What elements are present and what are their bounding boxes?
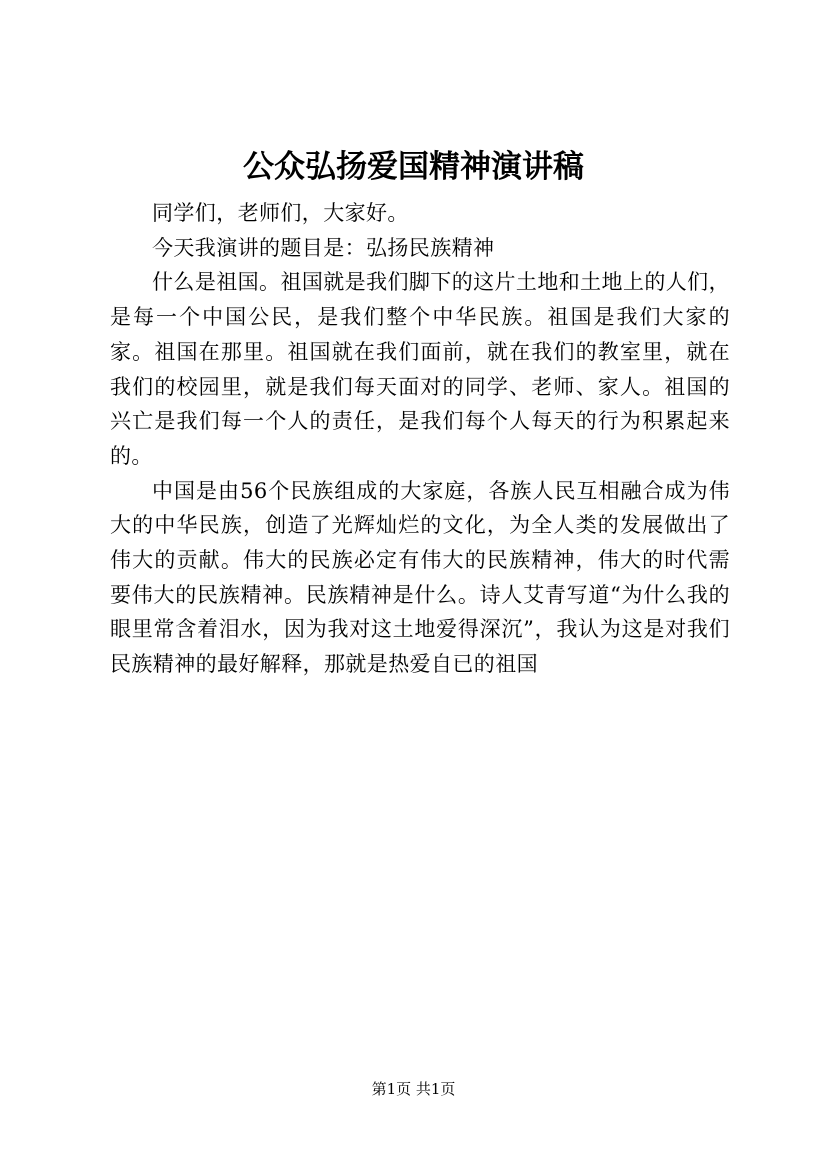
page-footer: 第1页 共1页 <box>371 1080 456 1098</box>
paragraph-topic: 今天我演讲的题目是：弘扬民族精神 <box>152 235 495 260</box>
document-title: 公众弘扬爱国精神演讲稿 <box>243 149 584 185</box>
paragraph-what-is-motherland: 什么是祖国。祖国就是我们脚下的这片土地和土地上的人们，是每一个中国公民，是我们整个中华民族。祖国是我们大家的家。祖国在那里。祖国就在我们面前，就在我们的教室里，就在我们的校园里，就是我们每天面对的同学、老师、家人。祖国的兴亡是我们每一个人的责任，是我们每个人每天的行为积累起来的。 <box>110 270 730 468</box>
paragraph-greeting: 同学们，老师们，大家好。 <box>152 201 409 225</box>
document-body <box>110 196 730 682</box>
paragraph-national-spirit: 中国是由56个民族组成的大家庭，各族人民互相融合成为伟大的中华民族，创造了光辉灿烂的文化，为全人类的发展做出了伟大的贡献。伟大的民族必定有伟大的民族精神，伟大的时代需要伟大的民族精神。民族精神是什么。诗人艾青写道“为什么我的眼里常含着泪水，因为我对这土地爱得深沉”，我认为这是对我们民族精神的最好解释，那就是热爱自已的祖国 <box>110 478 730 677</box>
